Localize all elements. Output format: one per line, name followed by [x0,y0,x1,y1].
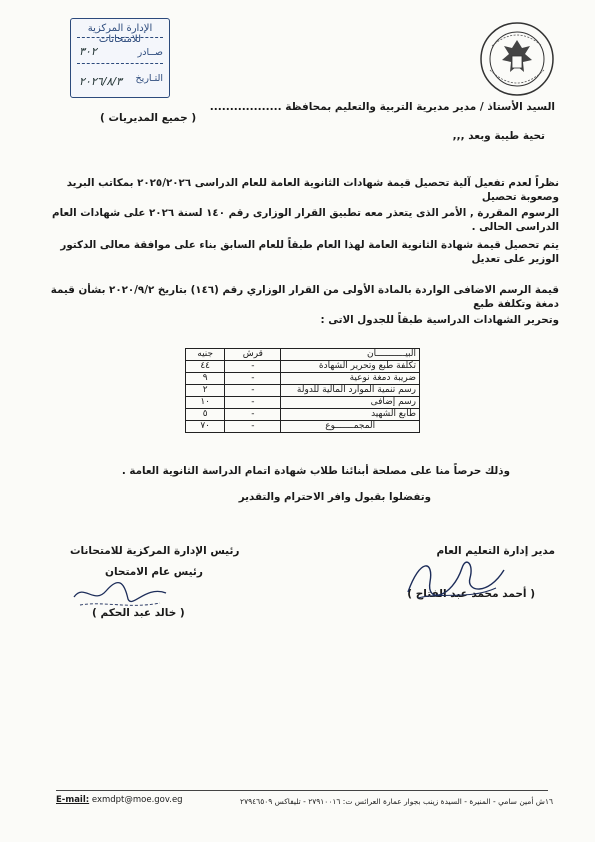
total-qirsh: - [225,421,281,433]
addressee-line: السيد الأستاذ / مدير مديرية التربية والتعليم بمحافظة .................. [209,101,555,113]
right-signatory-title: مدير إدارة التعليم العام [436,545,555,557]
header-item: البيـــــــــــان [281,349,420,361]
paragraph-2-line-2: قيمة الرسم الاضافى الواردة بالمادة الأولى من القرار الوزاري رقم (١٤٦) بتاريخ ٢٠٢٠/٩/٢ بشأن قيمة دمغة وتكلفة طبع [50,284,559,310]
table-total-row [186,421,420,433]
stamp-outgoing-number: ٣٠٢ [79,45,97,58]
table-row [186,409,420,421]
stamp-title: الإدارة المركزية للامتحانات [87,23,153,45]
handwritten-signature-right [400,548,510,608]
row-pound: ٥ [186,409,225,421]
email-address[interactable]: exmdpt@moe.gov.eg [91,795,183,805]
total-label: المجمـــــــوع [281,421,420,433]
stamp-date-value: ٢٠٢٦/٨/٣ [79,75,122,88]
ministry-emblem-logo [478,20,556,98]
incoming-stamp [70,18,170,98]
row-qirsh: - [225,373,281,385]
right-signatory-name: ( أحمد محمد عبد الفتاح ) [407,588,535,600]
closing-regards: وتفضلوا بقبول وافر الاحترام والتقدير [238,491,431,503]
row-item: ضريبة دمغة نوعية [281,373,420,385]
footer-email [56,795,183,805]
footer-divider [56,790,548,791]
paragraph-1-line-2: الرسوم المقررة , الأمر الذى يتعذر معه تطبيق القرار الوزارى رقم ١٤٠ لسنة ٢٠٢٦ على شهادات العام الدراسى الحالى . [52,207,559,233]
header-qirsh: قرش [225,349,281,361]
table-row [186,373,420,385]
closing-statement: وذلك حرصاً منا على مصلحة أبنائنا طلاب شهادة اتمام الدراسة الثانوية العامة . [121,465,510,477]
paragraph-2-line-1: يتم تحصيل قيمة شهادة الثانوية العامة لهذا العام طبقاً للعام السابق بناء على موافقة معالى الدكتور الوزير على تعديل [60,239,559,265]
row-qirsh: - [225,385,281,397]
total-pound: ٧٠ [186,421,225,433]
fee-table [185,348,420,433]
left-signatory-name: ( خالد عبد الحكم ) [92,607,185,619]
table-row [186,361,420,373]
table-header-row [186,349,420,361]
row-qirsh: - [225,409,281,421]
table-row [186,397,420,409]
row-pound: ٤٤ [186,361,225,373]
table-row [186,385,420,397]
greeting-line: تحية طيبة وبعد ,,, [452,130,545,142]
paragraph-1-line-1: نظراً لعدم تفعيل آلية تحصيل قيمة شهادات الثانوية العامة للعام الدراسى ٢٠٢٥/٢٠٢٦ بمكاتب البريد وصعوبة تحصيل [66,177,559,203]
footer-address: ١٦ش أمين سامي - المنيرة - السيدة زينب بجوار عمارة العرائس ت: ٢٧٩١٠٠١٦ - تليفاكس ٢٧٩٤٦٥٠٩ [240,797,553,806]
email-label: E-mail: [56,795,90,805]
left-signatory-subtitle: رئيس عام الامتحان [105,566,203,578]
row-pound: ١٠ [186,397,225,409]
row-item: تكلفة طبع وتحرير الشهادة [281,361,420,373]
row-pound: ٩ [186,373,225,385]
stamp-divider [77,63,163,64]
stamp-outgoing-label: صــادر [137,47,163,58]
row-pound: ٢ [186,385,225,397]
header-pound: جنيه [186,349,225,361]
left-signatory-title: رئيس الإدارة المركزية للامتحانات [70,545,240,557]
row-item: طابع الشهيد [281,409,420,421]
stamp-date-label: التـاريخ [135,73,163,84]
row-item: رسم إضافى [281,397,420,409]
row-qirsh: - [225,361,281,373]
row-qirsh: - [225,397,281,409]
stamp-divider [77,37,163,38]
addressee-scope: ( جميع المديريات ) [100,112,197,124]
row-item: رسم تنمية الموارد المالية للدولة [281,385,420,397]
paragraph-2-line-3: وتحرير الشهادات الدراسية طبقاً للجدول الاتى : [320,314,559,326]
